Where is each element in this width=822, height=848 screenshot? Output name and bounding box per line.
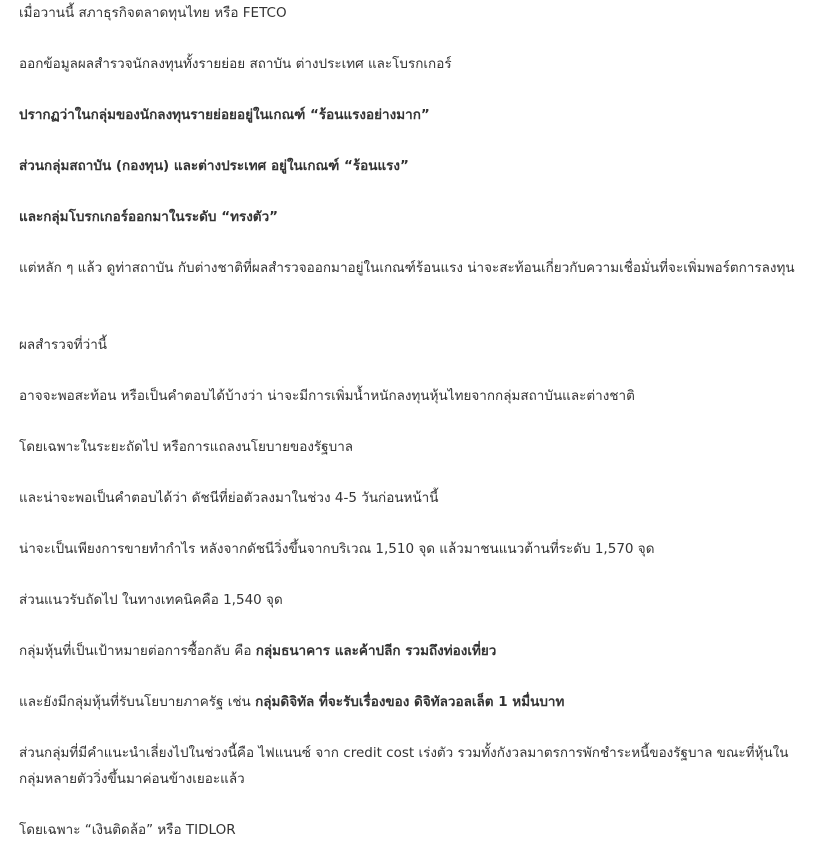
paragraph: แต่หลัก ๆ แล้ว ดูท่าสถาบัน กับต่างชาติที่ผลสำรวจออกมาอยู่ในเกณฑ์ร้อนแรง น่าจะสะท้อนเกี่ยวกับความเชื่อมั่นที่จะเพิ่มพอร์ตการลงทุน	[19, 260, 795, 276]
paragraph: เมื่อวานนี้ สภาธุรกิจตลาดทุนไทย หรือ FETCO	[19, 5, 287, 21]
paragraph-text: กลุ่มหุ้นที่เป็นเป้าหมายต่อการซื้อกลับ คือ	[19, 643, 256, 659]
paragraph: ส่วนกลุ่มที่มีคำแนะนำเลี่ยงไปในช่วงนี้คือ ไฟแนนซ์ จาก credit cost เร่งตัว รวมทั้งกังวลมาตรการพักชำระหนี้ของรัฐบาล ขณะที่หุ้นในกลุ่มหลายตัววิ่งขึ้นมาค่อนข้างเยอะแล้ว	[19, 745, 789, 787]
paragraph: ผลสำรวจที่ว่านี้	[19, 337, 108, 353]
highlight-sectors: กลุ่มธนาคาร และค้าปลีก รวมถึงท่องเที่ยว	[255, 643, 497, 659]
paragraph-bold: ปรากฏว่าในกลุ่มของนักลงทุนรายย่อยอยู่ในเกณฑ์ “ร้อนแรงอย่างมาก”	[19, 107, 430, 123]
paragraph	[19, 638, 814, 664]
paragraph: อาจจะพอสะท้อน หรือเป็นคำตอบได้บ้างว่า น่าจะมีการเพิ่มน้ำหนักลงทุนหุ้นไทยจากกลุ่มสถาบันและต่างชาติ	[19, 388, 635, 404]
paragraph: ส่วนแนวรับถัดไป ในทางเทคนิคคือ 1,540 จุด	[19, 592, 283, 608]
paragraph: โดยเฉพาะ “เงินติดล้อ” หรือ TIDLOR	[19, 822, 236, 838]
paragraph-bold: และกลุ่มโบรกเกอร์ออกมาในระดับ “ทรงตัว”	[19, 209, 279, 225]
paragraph: และน่าจะพอเป็นคำตอบได้ว่า ดัชนีที่ย่อตัวลงมาในช่วง 4-5 วันก่อนหน้านี้	[19, 490, 439, 506]
paragraph-bold: ส่วนกลุ่มสถาบัน (กองทุน) และต่างประเทศ อยู่ในเกณฑ์ “ร้อนแรง”	[19, 158, 409, 174]
paragraph-text: และยังมีกลุ่มหุ้นที่รับนโยบายภาครัฐ เช่น	[19, 694, 256, 710]
paragraph: น่าจะเป็นเพียงการขายทำกำไร หลังจากดัชนีวิ่งขึ้นจากบริเวณ 1,510 จุด แล้วมาชนแนวต้านที่ระดับ 1,570 จุด	[19, 541, 655, 557]
paragraph	[19, 689, 814, 715]
paragraph: ออกข้อมูลผลสำรวจนักลงทุนทั้งรายย่อย สถาบัน ต่างประเทศ และโบรกเกอร์	[19, 56, 452, 72]
highlight-digital: กลุ่มดิจิทัล ที่จะรับเรื่องของ ดิจิทัลวอลเล็ต 1 หมื่นบาท	[255, 694, 565, 710]
paragraph: โดยเฉพาะในระยะถัดไป หรือการแถลงนโยบายของรัฐบาล	[19, 439, 354, 455]
